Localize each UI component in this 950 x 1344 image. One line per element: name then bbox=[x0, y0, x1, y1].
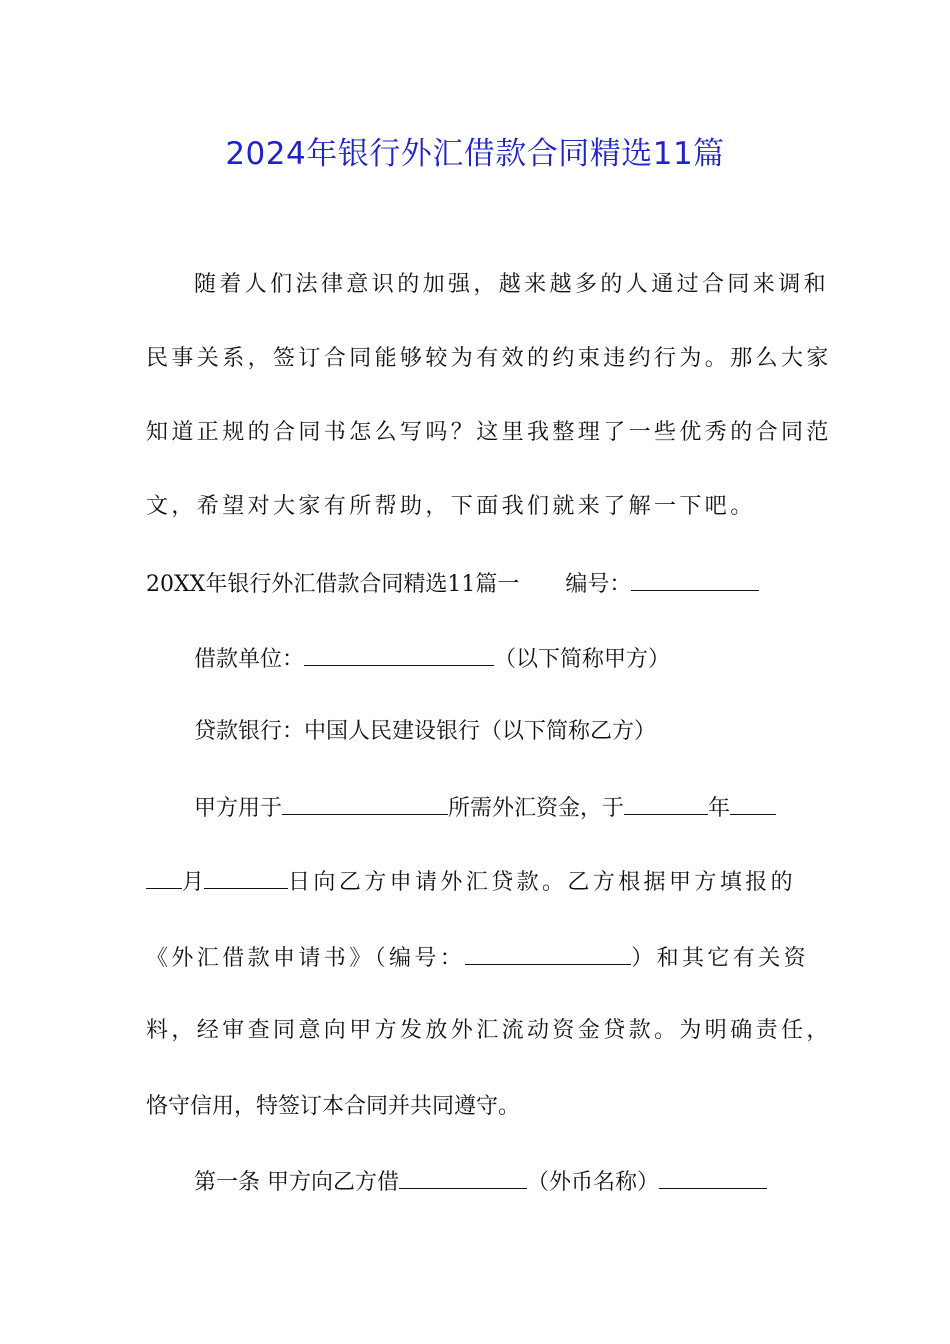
intro-line-3: 知道正规的合同书怎么写吗？这里我整理了一些优秀的合同范 bbox=[146, 420, 832, 445]
amount-blank bbox=[659, 1166, 767, 1189]
intro-line-4: 文，希望对大家有所帮助，下面我们就来了解一下吧。 bbox=[146, 494, 756, 519]
borrower-blank bbox=[304, 643, 494, 666]
borrower-label: 借款单位： bbox=[194, 647, 305, 672]
p1-text-b: 所需外汇资金，于 bbox=[448, 796, 625, 821]
p1-text-c: 年 bbox=[708, 796, 731, 821]
day-blank bbox=[204, 866, 288, 889]
paragraph-1-line-2 bbox=[146, 866, 816, 898]
p2-text-a: 月 bbox=[182, 870, 205, 895]
month-blank-end bbox=[146, 866, 182, 889]
lender-line: 贷款银行：中国人民建设银行（以下简称乙方） bbox=[194, 719, 657, 744]
article-1-text-a: 第一条 甲方向乙方借 bbox=[194, 1170, 399, 1195]
article-1-line bbox=[194, 1166, 864, 1198]
article-1-text-b: （外币名称） bbox=[527, 1170, 660, 1195]
p1-text-a: 甲方用于 bbox=[194, 796, 283, 821]
borrower-suffix: （以下简称甲方） bbox=[494, 647, 671, 672]
currency-blank bbox=[399, 1166, 527, 1189]
contract-number-label: 编号： bbox=[565, 572, 632, 597]
p3-text-a: 《外汇借款申请书》（编号： bbox=[146, 946, 466, 971]
application-number-blank bbox=[465, 942, 631, 965]
p2-text-b: 日向乙方申请外汇贷款。乙方根据甲方填报的 bbox=[288, 870, 797, 895]
p3-text-b: ）和其它有关资 bbox=[631, 946, 810, 971]
contract-number-blank bbox=[631, 568, 759, 591]
page-title: 2024年银行外汇借款合同精选11篇 bbox=[225, 136, 725, 172]
paragraph-1-line-4: 料，经审查同意向甲方发放外汇流动资金贷款。为明确责任， bbox=[146, 1018, 832, 1043]
month-blank-start bbox=[730, 792, 776, 815]
intro-line-2: 民事关系，签订合同能够较为有效的约束违约行为。那么大家 bbox=[146, 346, 832, 371]
paragraph-1-line-5: 恪守信用，特签订本合同并共同遵守。 bbox=[146, 1094, 521, 1119]
contract-heading: 20XX年银行外汇借款合同精选11篇一 bbox=[146, 572, 520, 597]
year-blank bbox=[624, 792, 708, 815]
purpose-blank bbox=[282, 792, 448, 815]
borrower-line bbox=[194, 643, 864, 675]
paragraph-1-line-1 bbox=[194, 792, 864, 824]
paragraph-1-line-3 bbox=[146, 942, 816, 974]
contract-heading-line bbox=[146, 568, 816, 600]
intro-line-1: 随着人们法律意识的加强，越来越多的人通过合同来调和 bbox=[194, 272, 830, 297]
